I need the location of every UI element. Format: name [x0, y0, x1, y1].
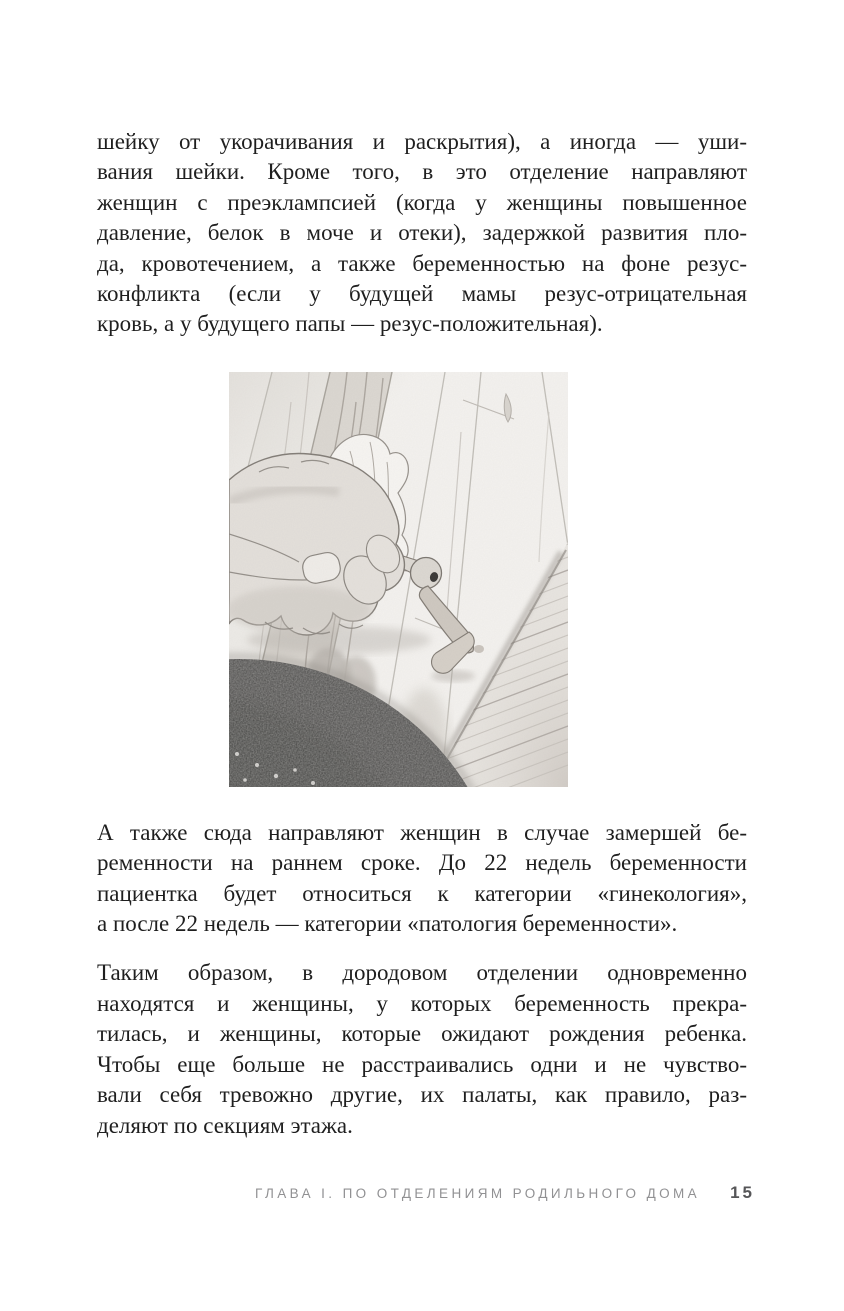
text-line: а после 22 недель — категории «патология беременности».	[97, 911, 678, 937]
page-number: 15	[730, 1183, 755, 1202]
footer-chapter-title: ГЛАВА I. ПО ОТДЕЛЕНИЯМ РОДИЛЬНОГО ДОМА	[255, 1186, 701, 1201]
body-paragraph	[97, 958, 747, 1140]
text-line: ременности на раннем сроке. До 22 недель беременности	[97, 850, 747, 876]
illustration	[229, 372, 568, 787]
text-line: вали себя тревожно другие, их палаты, как правило, раз-	[97, 1082, 747, 1108]
pencil-drawing-illustration	[229, 372, 568, 787]
pencil-grain-overlay	[229, 372, 568, 787]
text-line: деляют по секциям этажа.	[97, 1112, 353, 1138]
text-line: Таким образом, в дородовом отделении одновременно	[97, 960, 747, 986]
text-line: тилась, и женщины, которые ожидают рождения ребенка.	[97, 1021, 747, 1047]
running-footer	[97, 1183, 755, 1203]
text-line: конфликта (если у будущей мамы резус-отрицательная	[97, 281, 747, 307]
text-line: шейку от укорачивания и раскрытия), а иногда — уши-	[97, 129, 747, 154]
text-line: Чтобы еще больше не расстраивались одни и не чувство-	[97, 1051, 747, 1077]
text-column	[97, 127, 747, 1141]
text-line: да, кровотечением, а также беременностью на фоне резус-	[97, 250, 747, 276]
text-line: кровь, а у будущего папы — резус-положительная).	[97, 311, 603, 337]
text-line: вания шейки. Кроме того, в это отделение направляют	[97, 159, 747, 185]
body-paragraph	[97, 818, 747, 940]
text-line: давление, белок в моче и отеки), задержкой развития пло-	[97, 220, 747, 246]
body-paragraph	[97, 127, 747, 340]
text-line: пациентка будет относиться к категории «гинекология»,	[97, 880, 747, 906]
text-line: А также сюда направляют женщин в случае замершей бе-	[97, 819, 747, 845]
text-line: находятся и женщины, у которых беременность прекра-	[97, 990, 747, 1016]
text-line: женщин с преэклампсией (когда у женщины повышенное	[97, 189, 747, 215]
